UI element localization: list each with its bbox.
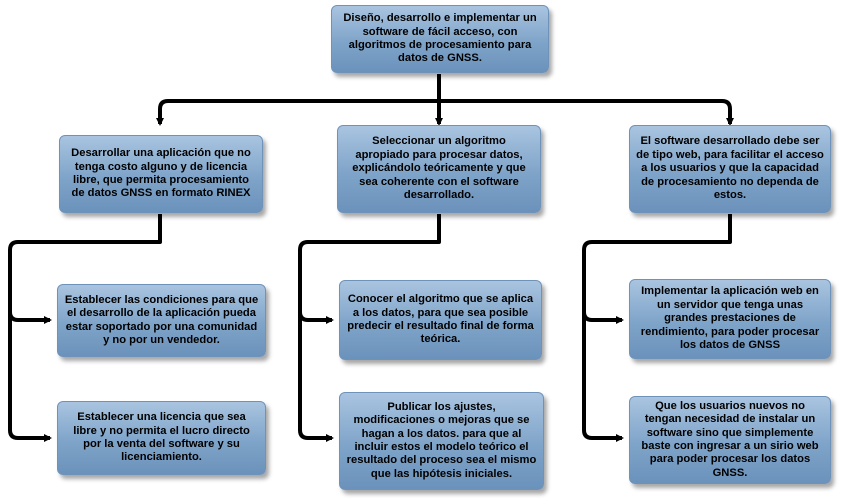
branch-node-1-text: Desarrollar una aplicación que no tenga costo alguno y de licencia libre, que permita procesamiento de datos GNSS en formato RINEX [71,147,251,200]
branch-node-2-text: Seleccionar un algoritmo apropiado para procesar datos, explicándolo teóricamente y que sea coherente con el software desarrollado. [352,135,526,202]
branch-node-3-text: El software desarrollado debe ser de tipo web, para facilitar el acceso a los usuarios y que la capacidad de procesamiento no dependa de estos. [636,135,824,202]
branch-node-2 [337,125,541,213]
connector-root-to-branch-1 [160,74,439,124]
connector-branch-1-to-child-2 [10,312,50,438]
root-node-text: Diseño, desarrollo e implementar un software de fácil acceso, con algoritmos de procesamiento para datos de GNSS. [343,12,537,65]
root-node [331,5,549,73]
connector-root-to-branch-3 [439,74,730,124]
branch-2-child-1 [339,280,542,360]
branch-1-child-2-text: Establecer una licencia que sea libre y no permita el lucro directo por la venta del software y su licenciamiento. [73,411,250,464]
branch-2-child-1-text: Conocer el algoritmo que se aplica a los datos, para que sea posible predecir el resultado final de forma teórica. [347,293,534,346]
branch-3-child-1-text: Implementar la aplicación web en un servidor que tenga unas grandes prestaciones de rendimiento, para poder procesar los datos de GNSS [640,285,820,352]
branch-2-child-2-text: Publicar los ajustes, modificaciones o mejoras que se hagan a los datos. para que al incluir estos el modelo teórico el resultado del proceso sea el mismo que las hipótesis iniciales. [346,400,537,480]
branch-1-child-2 [57,401,266,475]
branch-1-child-1 [57,284,266,357]
branch-3-child-2 [629,396,831,484]
branch-3-child-1 [629,279,831,359]
connector-branch-3-to-child-2 [584,312,622,438]
connector-branch-2-to-child-2 [300,312,332,438]
branch-3-child-2-text: Que los usuarios nuevos no tengan necesidad de instalar un software sino que simplemente baste con ingresar a un sirio web para poder procesar los datos GNSS. [641,399,819,479]
branch-2-child-2 [339,392,544,490]
branch-node-3 [629,125,831,213]
branch-1-child-1-text: Establecer las condiciones para que el desarrollo de la aplicación pueda estar soportado por una comunidad y no por un vendedor. [64,293,259,346]
branch-node-1 [59,135,263,213]
